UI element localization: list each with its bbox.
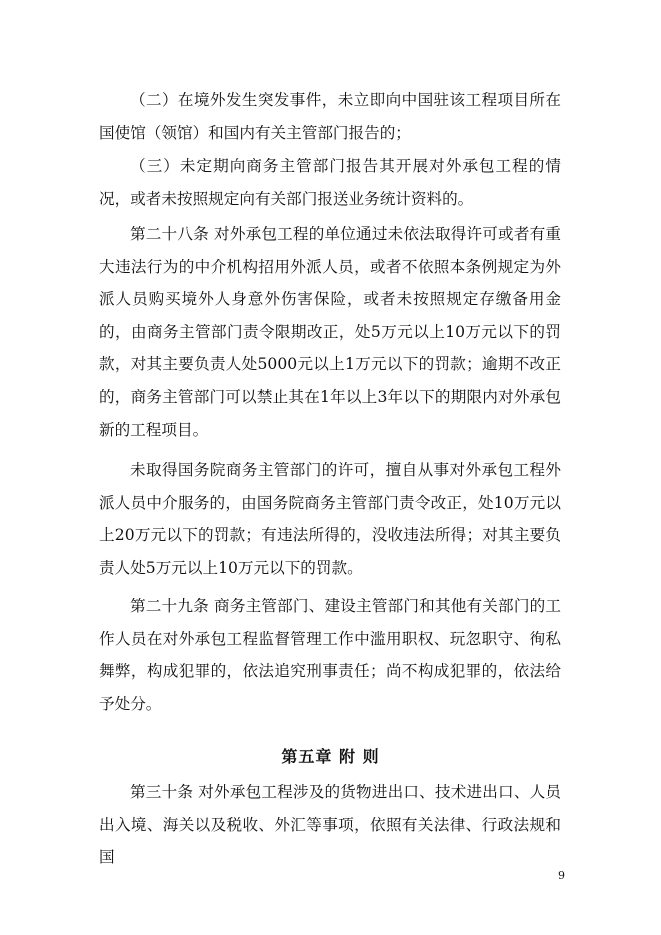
paragraph-article-29: 第二十九条 商务主管部门、建设主管部门和其他有关部门的工作人员在对外承包工程监督管理工作中滥用职权、玩忽职守、徇私舞弊，构成犯罪的，依法追究刑事责任；尚不构成犯罪的，依法给予处分。 [99, 597, 561, 713]
chapter-heading: 第五章 附 则 [281, 747, 380, 766]
page-number: 9 [558, 869, 565, 882]
paragraph-article-28: 第二十八条 对外承包工程的单位通过未依法取得许可或者有重大违法行为的中介机构招用外派人员，或者不依照本条例规定为外派人员购买境外人身意外伤害保险，或者未按照规定存缴备用金的，由商务主管部门责令限期改正，处5万元以上10万元以下的罚款，对其主要负责人处5000元以上1万元以下的罚款；逾期不改正的，商务主管部门可以禁止其在1年以上3年以下的期限内对外承包新的工程项目。 [99, 225, 561, 439]
paragraph-item-2: （二）在境外发生突发事件，未立即向中国驻该工程项目所在国使馆（领馆）和国内有关主管部门报告的； [99, 91, 561, 142]
paragraph-item-3: （三）未定期向商务主管部门报告其开展对外承包工程的情况，或者未按照规定向有关部门报送业务统计资料的。 [99, 157, 561, 208]
paragraph-unlicensed-intermediary: 未取得国务院商务主管部门的许可，擅自从事对外承包工程外派人员中介服务的，由国务院商务主管部门责令改正，处10万元以上20万元以下的罚款；有违法所得的，没收违法所得；对其主要负责人处5万元以上10万元以下的罚款。 [99, 461, 561, 577]
paragraph-article-30: 第三十条 对外承包工程涉及的货物进出口、技术进出口、人员出入境、海关以及税收、外汇等事项，依照有关法律、行政法规和国 [99, 783, 561, 867]
